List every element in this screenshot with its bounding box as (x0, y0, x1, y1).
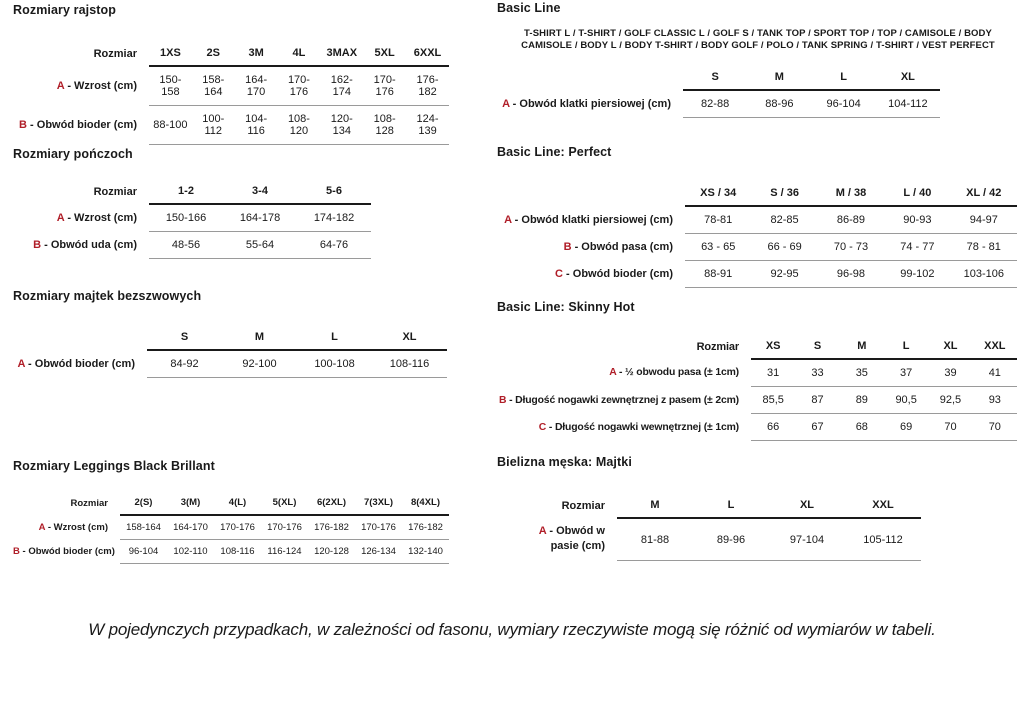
size-column-header: S (147, 331, 222, 350)
size-value: 35 (840, 359, 884, 387)
size-value: 82-88 (683, 90, 747, 118)
size-table-wrap (13, 185, 371, 259)
size-value: 108-116 (372, 350, 447, 378)
size-value: 41 (973, 359, 1017, 387)
size-table (497, 340, 1017, 441)
size-value: 68 (840, 414, 884, 441)
corner-label (13, 331, 147, 350)
size-value: 92-95 (751, 261, 817, 288)
size-column-header: 3MAX (320, 47, 363, 66)
row-label: C - Obwód bioder (cm) (555, 268, 673, 280)
dimension-key: A (538, 525, 547, 537)
row-label: B - Długość nogawki zewnętrznej z pasem (± 2cm) (498, 394, 739, 406)
dimension-key: A (609, 367, 617, 379)
dimension-key: A (504, 213, 512, 226)
size-table (13, 47, 449, 145)
size-value: 170-176 (278, 66, 321, 106)
row-label: B - Obwód bioder (cm) (13, 546, 115, 557)
row-label: A - Obwód w pasie (cm) (538, 525, 605, 553)
section-title: Bielizna męska: Majtki (497, 455, 632, 469)
size-table (13, 331, 447, 378)
size-table-wrap (497, 340, 1017, 441)
size-column-header: XL (928, 340, 972, 359)
corner-label: Rozmiar (70, 498, 108, 509)
size-value: 176-182 (406, 66, 449, 106)
size-value: 97-104 (769, 518, 845, 561)
size-value: 37 (884, 359, 928, 387)
size-column-header: S (795, 340, 839, 359)
size-value: 55-64 (223, 232, 297, 259)
dimension-key: C (555, 268, 563, 280)
section-bielizna-meska (497, 455, 921, 561)
section-ponczochy (13, 147, 371, 259)
size-value: 124-139 (406, 106, 449, 145)
row-label: C - Długość nogawki wewnętrznej (± 1cm) (538, 421, 739, 433)
table-row (497, 414, 1017, 441)
size-value: 150-166 (149, 204, 223, 232)
size-value: 88-91 (685, 261, 751, 288)
section-leggings (13, 459, 449, 564)
size-value: 78-81 (685, 206, 751, 234)
table-row (509, 518, 921, 561)
dimension-key: B (19, 119, 27, 131)
size-value: 158-164 (120, 515, 167, 540)
size-column-header: XL (769, 499, 845, 518)
size-column-header: 8(4XL) (402, 497, 449, 515)
row-label: A - Wzrost (cm) (56, 79, 137, 92)
size-value: 74 - 77 (884, 234, 950, 261)
row-label: B - Obwód pasa (cm) (563, 241, 673, 253)
size-column-header: L (884, 340, 928, 359)
header-row (13, 331, 447, 350)
size-value: 164-170 (235, 66, 278, 106)
size-value: 85,5 (751, 387, 795, 414)
size-table (497, 187, 1017, 288)
size-table (13, 185, 371, 259)
size-value: 31 (751, 359, 795, 387)
size-column-header: M (840, 340, 884, 359)
size-value: 93 (973, 387, 1017, 414)
size-table-wrap (13, 47, 449, 145)
size-value: 99-102 (884, 261, 950, 288)
size-value: 70 - 73 (818, 234, 884, 261)
size-column-header: 5XL (363, 47, 406, 66)
size-column-header: L (693, 499, 769, 518)
footer-disclaimer: W pojedynczych przypadkach, w zależności od fasonu, wymiary rzeczywiste mogą się różnić od wymiarów w tabeli. (88, 620, 936, 639)
size-table-wrap (13, 497, 449, 564)
size-column-header: 3M (235, 47, 278, 66)
row-label: B - Obwód uda (cm) (33, 239, 137, 251)
size-value: 170-176 (214, 515, 261, 540)
size-column-header: XS / 34 (685, 187, 751, 206)
size-value: 82-85 (751, 206, 817, 234)
size-value: 78 - 81 (951, 234, 1017, 261)
table-row (497, 261, 1017, 288)
size-value: 48-56 (149, 232, 223, 259)
size-column-header: M (747, 71, 811, 90)
size-column-header: L (297, 331, 372, 350)
size-value: 89 (840, 387, 884, 414)
size-value: 120-134 (320, 106, 363, 145)
row-label: A - Obwód bioder (cm) (17, 357, 135, 370)
dimension-key: C (538, 421, 547, 433)
size-value: 66 (751, 414, 795, 441)
header-row (13, 47, 449, 66)
size-value: 70 (973, 414, 1017, 441)
size-value: 69 (884, 414, 928, 441)
table-row (13, 106, 449, 145)
size-value: 170-176 (355, 515, 402, 540)
dimension-key: A (38, 521, 46, 533)
size-value: 33 (795, 359, 839, 387)
size-value: 170-176 (261, 515, 308, 540)
size-value: 102-110 (167, 540, 214, 564)
header-row (499, 71, 940, 90)
table-row (499, 90, 940, 118)
size-value: 176-182 (308, 515, 355, 540)
table-row (13, 540, 449, 564)
size-value: 66 - 69 (751, 234, 817, 261)
dimension-key: A (502, 97, 510, 110)
corner-label: Rozmiar (561, 500, 605, 512)
section-basic-line-perfect (497, 145, 1017, 288)
corner-label: Rozmiar (93, 48, 137, 60)
size-value: 108-116 (214, 540, 261, 564)
section-title: Basic Line: Perfect (497, 145, 612, 159)
size-value: 70 (928, 414, 972, 441)
section-title: Rozmiary Leggings Black Brillant (13, 459, 215, 473)
table-row (497, 387, 1017, 414)
size-table-wrap (497, 499, 921, 561)
size-value: 103-106 (951, 261, 1017, 288)
size-value: 81-88 (617, 518, 693, 561)
size-table-wrap (13, 331, 447, 378)
size-value: 90-93 (884, 206, 950, 234)
size-value: 104-116 (235, 106, 278, 145)
table-row (13, 204, 371, 232)
table-row (13, 515, 449, 540)
dimension-key: A (17, 357, 25, 370)
section-basic-line-skinny-hot (497, 300, 1017, 441)
section-title: Basic Line (497, 1, 561, 15)
size-value: 88-96 (747, 90, 811, 118)
dimension-key: B (13, 546, 20, 557)
size-value: 90,5 (884, 387, 928, 414)
size-column-header: L (812, 71, 876, 90)
size-column-header: S (683, 71, 747, 90)
header-row (509, 499, 921, 518)
dimension-key: A (56, 211, 65, 224)
size-value: 96-104 (812, 90, 876, 118)
size-value: 67 (795, 414, 839, 441)
size-table (509, 499, 921, 561)
size-value: 86-89 (818, 206, 884, 234)
size-column-header: M / 38 (818, 187, 884, 206)
size-value: 96-104 (120, 540, 167, 564)
size-value: 174-182 (297, 204, 371, 232)
size-column-header: 5-6 (297, 185, 371, 204)
size-column-header: XL (876, 71, 940, 90)
table-row (497, 234, 1017, 261)
header-row (497, 187, 1017, 206)
size-column-header: M (222, 331, 297, 350)
size-value: 126-134 (355, 540, 402, 564)
size-column-header: 2(S) (120, 497, 167, 515)
size-value: 164-178 (223, 204, 297, 232)
size-column-header: XXL (845, 499, 921, 518)
row-label: A - Obwód klatki piersiowej (cm) (504, 213, 673, 226)
table-row (13, 350, 447, 378)
section-rajstop (13, 3, 449, 145)
size-column-header: XS (751, 340, 795, 359)
section-majtki-bezszwowe (13, 289, 447, 378)
row-label: A - Wzrost (cm) (56, 211, 137, 224)
section-title: Rozmiary rajstop (13, 3, 117, 17)
size-column-header: 5(XL) (261, 497, 308, 515)
size-value: 150-158 (149, 66, 192, 106)
size-value: 116-124 (261, 540, 308, 564)
size-value: 108-120 (278, 106, 321, 145)
section-title: Basic Line: Skinny Hot (497, 300, 635, 314)
table-row (497, 359, 1017, 387)
size-value: 170-176 (363, 66, 406, 106)
size-column-header: 3(M) (167, 497, 214, 515)
size-value: 39 (928, 359, 972, 387)
corner-label: Rozmiar (93, 186, 137, 198)
header-row (497, 340, 1017, 359)
header-row (13, 497, 449, 515)
dimension-key: B (498, 394, 507, 406)
size-column-header: M (617, 499, 693, 518)
corner-label: Rozmiar (696, 341, 739, 353)
size-column-header: XL (372, 331, 447, 350)
size-column-header: XL / 42 (951, 187, 1017, 206)
dimension-key: B (563, 241, 572, 253)
size-value: 96-98 (818, 261, 884, 288)
header-row (13, 185, 371, 204)
size-value: 64-76 (297, 232, 371, 259)
size-value: 92,5 (928, 387, 972, 414)
row-label: A - Obwód klatki piersiowej (cm) (502, 97, 671, 110)
size-column-header: 1-2 (149, 185, 223, 204)
size-value: 94-97 (951, 206, 1017, 234)
size-value: 100-112 (192, 106, 235, 145)
size-column-header: 2S (192, 47, 235, 66)
row-label: A - ½ obwodu pasa (± 1cm) (609, 367, 739, 379)
size-column-header: 3-4 (223, 185, 297, 204)
section-basic-line (497, 1, 1019, 118)
dimension-key: B (33, 239, 42, 251)
row-label: A - Wzrost (cm) (38, 521, 108, 533)
section-title: Rozmiary pończoch (13, 147, 133, 161)
size-value: 63 - 65 (685, 234, 751, 261)
section-title: Rozmiary majtek bezszwowych (13, 289, 202, 303)
size-value: 164-170 (167, 515, 214, 540)
size-column-header: 7(3XL) (355, 497, 402, 515)
size-value: 158-164 (192, 66, 235, 106)
size-value: 100-108 (297, 350, 372, 378)
size-value: 105-112 (845, 518, 921, 561)
size-value: 88-100 (149, 106, 192, 145)
size-value: 104-112 (876, 90, 940, 118)
size-column-header: 1XS (149, 47, 192, 66)
size-value: 108-128 (363, 106, 406, 145)
size-column-header: L / 40 (884, 187, 950, 206)
size-column-header: 6XXL (406, 47, 449, 66)
size-table (499, 71, 940, 118)
size-value: 162-174 (320, 66, 363, 106)
size-column-header: 4L (278, 47, 321, 66)
size-table-wrap (497, 71, 1019, 118)
size-table (13, 497, 449, 564)
table-row (13, 232, 371, 259)
size-table-wrap (497, 187, 1017, 288)
size-value: 89-96 (693, 518, 769, 561)
size-column-header: 4(L) (214, 497, 261, 515)
size-column-header: 6(2XL) (308, 497, 355, 515)
product-list-subtitle: T-SHIRT L / T-SHIRT / GOLF CLASSIC L / GOLF S / TANK TOP / SPORT TOP / TOP / CAMISOLE / BODY CAMISOLE / BODY L / BODY T-SHIRT / BODY GOLF / POLO / TANK SPRING / T-SHIRT / VEST PERFECT (521, 28, 995, 51)
size-value: 132-140 (402, 540, 449, 564)
size-value: 84-92 (147, 350, 222, 378)
size-value: 87 (795, 387, 839, 414)
size-value: 92-100 (222, 350, 297, 378)
corner-label (497, 187, 685, 206)
table-row (497, 206, 1017, 234)
dimension-key: A (56, 79, 65, 92)
size-value: 120-128 (308, 540, 355, 564)
row-label: B - Obwód bioder (cm) (19, 119, 137, 131)
size-column-header: XXL (973, 340, 1017, 359)
size-value: 176-182 (402, 515, 449, 540)
corner-label (499, 71, 683, 90)
size-column-header: S / 36 (751, 187, 817, 206)
table-row (13, 66, 449, 106)
